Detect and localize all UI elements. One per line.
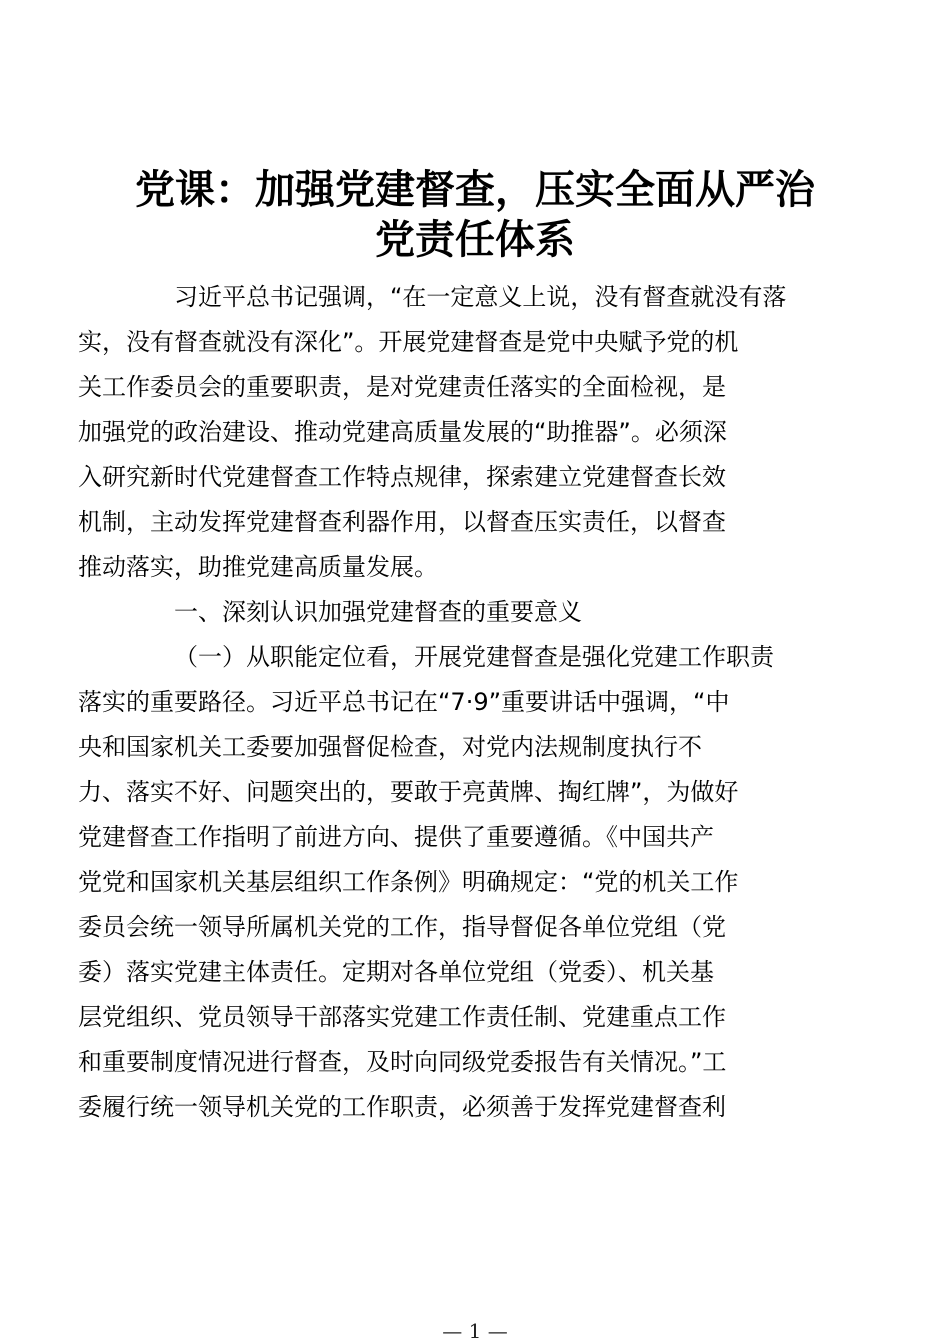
page-number: — 1 —	[442, 1319, 508, 1343]
text-line: 委履行统一领导机关党的工作职责，必须善于发挥党建督查利	[78, 1093, 726, 1121]
text-line: 委）落实党建主体责任。定期对各单位党组（党委）、机关基	[78, 958, 714, 986]
text-line: 关工作委员会的重要职责，是对党建责任落实的全面检视，是	[78, 373, 726, 401]
text-line: 习近平总书记强调，“在一定意义上说，没有督查就没有落	[174, 283, 787, 311]
document-body	[78, 275, 832, 1130]
text-line: 央和国家机关工委要加强督促检查，对党内法规制度执行不	[78, 733, 702, 761]
title-line-1: 党课：加强党建督查，压实全面从严治	[135, 166, 815, 213]
text-line: 党建督查工作指明了前进方向、提供了重要遵循。《中国共产	[78, 823, 714, 851]
text-line: 党党和国家机关基层组织工作条例》明确规定：“党的机关工作	[78, 868, 739, 896]
text-line: （一）从职能定位看，开展党建督查是强化党建工作职责	[174, 643, 774, 671]
text-line: 推动落实，助推党建高质量发展。	[78, 553, 438, 581]
text-line: 和重要制度情况进行督查，及时向同级党委报告有关情况。”工	[78, 1048, 727, 1076]
text-line: 机制，主动发挥党建督查利器作用，以督查压实责任，以督查	[78, 508, 726, 536]
text-line: 层党组织、党员领导干部落实党建工作责任制、党建重点工作	[78, 1003, 726, 1031]
section-heading: 一、深刻认识加强党建督查的重要意义	[174, 598, 582, 626]
section-paragraph	[78, 635, 832, 1130]
text-line: 委员会统一领导所属机关党的工作，指导督促各单位党组（党	[78, 913, 726, 941]
text-line: 加强党的政治建设、推动党建高质量发展的“助推器”。必须深	[78, 418, 727, 446]
text-line: 落实的重要路径。习近平总书记在“7·9”重要讲话中强调，“中	[78, 688, 730, 716]
document-title	[110, 165, 840, 265]
title-line-2: 党责任体系	[375, 216, 575, 263]
intro-paragraph	[78, 275, 832, 590]
text-line: 实，没有督查就没有深化”。开展党建督查是党中央赋予党的机	[78, 328, 739, 356]
text-line: 入研究新时代党建督查工作特点规律，探索建立党建督查长效	[78, 463, 726, 491]
text-line: 力、落实不好、问题突出的，要敢于亮黄牌、掏红牌”，为做好	[78, 778, 739, 806]
